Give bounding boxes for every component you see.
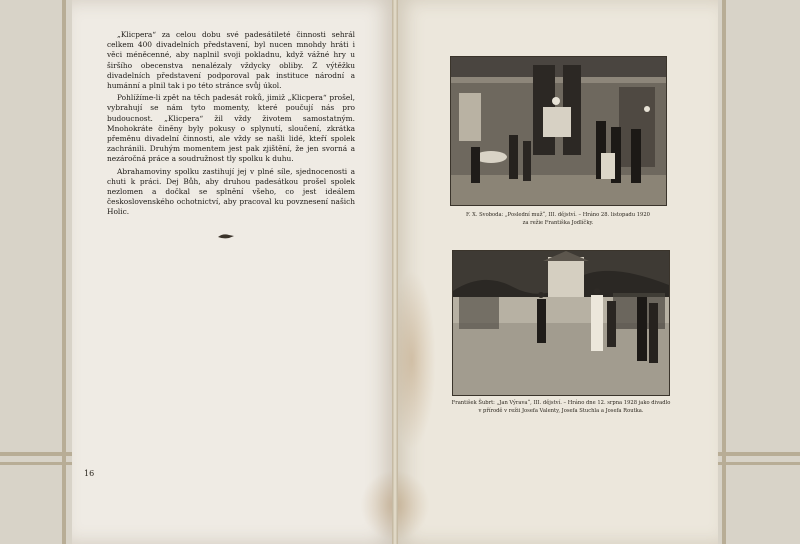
page-number: 16 [84,469,95,478]
book-spine [392,0,398,544]
paragraph: „Klicpera“ za celou dobu své padesátileté činnosti sehrál celkem 400 divadelních představení, byl nucen mnohdy hráti i věci méněcenné, aby naplnil svoji pokladnu, když vážné hry u širšího obecenstva nenalézaly vždycky obliby. Z výtěžku divadelních představení podporoval pak instituce národní a humánní a plnil tak i po této stránce svůj úkol. [107,30,355,91]
paragraph: Abrahamoviny spolku zastihují jej v plné síle, sjednocenosti a chuti k práci. Dej Bůh, aby druhou padesátkou prošel spolek nezlomen a dočkal se splnění všeho, co jest ideálem československého ochotnictví, aby pracoval ku povznesení našich Holic. [107,166,355,217]
caption-line: v přírodě v režii Josefa Valenty, Josefa Stuchla a Josefa Routka. [478,407,644,414]
photo-outdoor-performance [452,250,670,396]
caption-line: F. X. Svoboda: „Poslední muž“, III. dějství. – Hráno 28. listopadu 1920 [466,212,650,218]
caption-line: za režie Františka Jodlíčky. [522,219,594,226]
photo-caption [440,212,676,227]
photo-caption [440,400,682,415]
caption-line: František Šubrt: „Jan Výrava“, III. dějství. – Hráno dne 12. srpna 1928 jako divadlo [451,400,671,406]
background-grid-line [62,0,66,544]
photo-stage-scene [450,56,667,206]
paragraph: Pohlížíme-li zpět na těch padesát roků, jimiž „Klicpera“ prošel, vybrahují se nám tyto momenty, které poučují nás pro budoucnost. „Klicpera“ žil vždy životem samostatným. Mnohokráte činěny byly pokusy o splynutí, sloučení, zkrátka přeměnu divadelní činnosti, ale vždy se našli lidé, kteří spolek zachránili. Druhým momentem jest pak zjištění, že jen svorná a nezáročná práce a soudružnost tly spolku k duhu. [107,93,355,164]
body-text [107,30,355,220]
background-grid-line [722,0,726,544]
ink-mark [217,233,235,239]
